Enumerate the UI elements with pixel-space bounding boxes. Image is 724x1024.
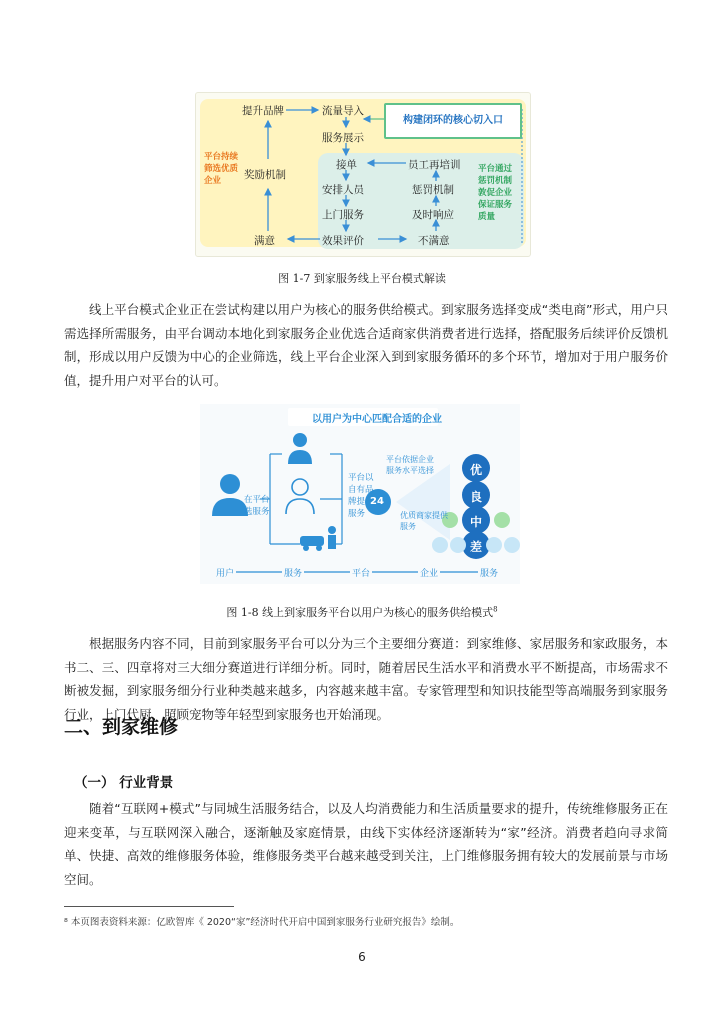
figure-1-8-title: 以用户为中心匹配合适的企业: [312, 414, 442, 425]
node-punish: 惩罚机制: [412, 184, 454, 196]
subsection-heading: （一） 行业背景: [74, 775, 174, 791]
grade-poor: 差: [470, 540, 483, 554]
badge-24: 24: [370, 496, 384, 507]
figure-1-8-caption-text: 图 1-8 线上到家服务平台以用户为核心的服务供给模式: [226, 606, 494, 619]
section-heading: 二、到家维修: [64, 716, 179, 738]
core-entry-box: 构建闭环的核心切入口: [384, 103, 522, 139]
paragraph-segments: 根据服务内容不同，目前到家服务平台可以分为三个主要细分赛道：到家维修、家居服务和家政服务，本书二、三、四章将对三大细分赛道进行详细分析。同时，随着居民生活水平和消费水平不断提高，市场需求不断被发掘，到家服务细分行业种类越来越多，内容越来越丰富。专家管理型和知识技能型等高端服务到家服务行业，上门代厨、照顾宠物等年轻型到家服务也开始涌现。: [64, 636, 668, 722]
footnote: ⁸ 本页图表资料来源：亿欧智库《 2020“家”经济时代开启中国到家服务行业研究报告》绘制。: [64, 917, 460, 928]
page-number: 6: [358, 950, 366, 964]
footnote-ref: 8: [493, 605, 498, 614]
user-head-icon: [220, 474, 240, 494]
node-unsatisfied: 不满意: [418, 235, 450, 247]
figure-1-7-caption: 图 1-7 到家服务线上平台模式解读: [278, 272, 446, 285]
footnote-divider: [64, 906, 234, 907]
arc-top-label: 平台依据企业 服务水平选择: [386, 455, 434, 475]
node-brand: 提升品牌: [242, 105, 284, 117]
grade-medium: 中: [470, 515, 483, 529]
node-onsite: 上门服务: [322, 209, 364, 221]
node-traffic: 流量导入: [322, 105, 364, 117]
node-accept: 接单: [336, 159, 357, 171]
repairman-icon: [292, 479, 308, 495]
flow-enterprise: 企业: [418, 566, 440, 579]
figure-1-8-caption: [0, 604, 724, 620]
grade-good: 良: [470, 490, 483, 504]
flow-service-2: 服务: [478, 566, 500, 579]
node-assign: 安排人员: [322, 184, 364, 196]
flow-user: 用户: [214, 566, 236, 579]
right-note: 平台通过 惩罚机制 敦促企业 保证服务 质量: [478, 164, 513, 222]
platform-brand-label: 平台以 自有品 牌提供 服务: [348, 473, 374, 519]
paragraph-platform-model: 线上平台模式企业正在尝试构建以用户为核心的服务供给模式。到家服务选择变成“类电商”形式，用户只需选择所需服务，由平台调动本地化到家服务企业优选合适商家供消费者进行选择，搭配服务后续评价反馈机制，形成以用户反馈为中心的企业筛选，线上平台企业深入到到家服务循环的多个环节，增加对于用户服务价值，提升用户对平台的认可。: [64, 302, 668, 388]
figure-1-7: [195, 92, 531, 257]
waiter-icon: [293, 433, 307, 447]
node-respond: 及时响应: [412, 209, 454, 221]
user-body-icon: [212, 498, 248, 516]
paragraph-repair-background: 随着“互联网+模式”与同城生活服务结合，以及人均消费能力和生活质量要求的提升，传统维修服务正在迎来变革，与互联网深入融合，逐渐触及家庭情景，由线下实体经济逐渐转为“家”经济。消费者趋向寻求简单、快捷、高效的维修服务体验，维修服务类平台越来越受到关注，上门维修服务拥有较大的发展前景与市场空间。: [64, 801, 668, 887]
node-retrain: 员工再培训: [408, 159, 461, 171]
grade-excellent: 优: [470, 463, 483, 477]
node-evaluate: 效果评价: [322, 235, 364, 247]
left-note: 平台持续 筛选优质 企业: [204, 152, 239, 186]
node-display: 服务展示: [322, 132, 364, 144]
flow-service-1: 服务: [282, 566, 304, 579]
node-reward: 奖励机制: [244, 169, 286, 181]
arc-bottom-label: 优质商家提供 服务: [400, 511, 448, 531]
select-service-label: 在平台 选服务: [244, 495, 270, 517]
car-icon: [300, 536, 324, 546]
flow-platform: 平台: [350, 566, 372, 579]
driver-icon: [328, 526, 336, 534]
figure-1-8: [200, 404, 520, 584]
node-satisfied: 满意: [254, 235, 275, 247]
